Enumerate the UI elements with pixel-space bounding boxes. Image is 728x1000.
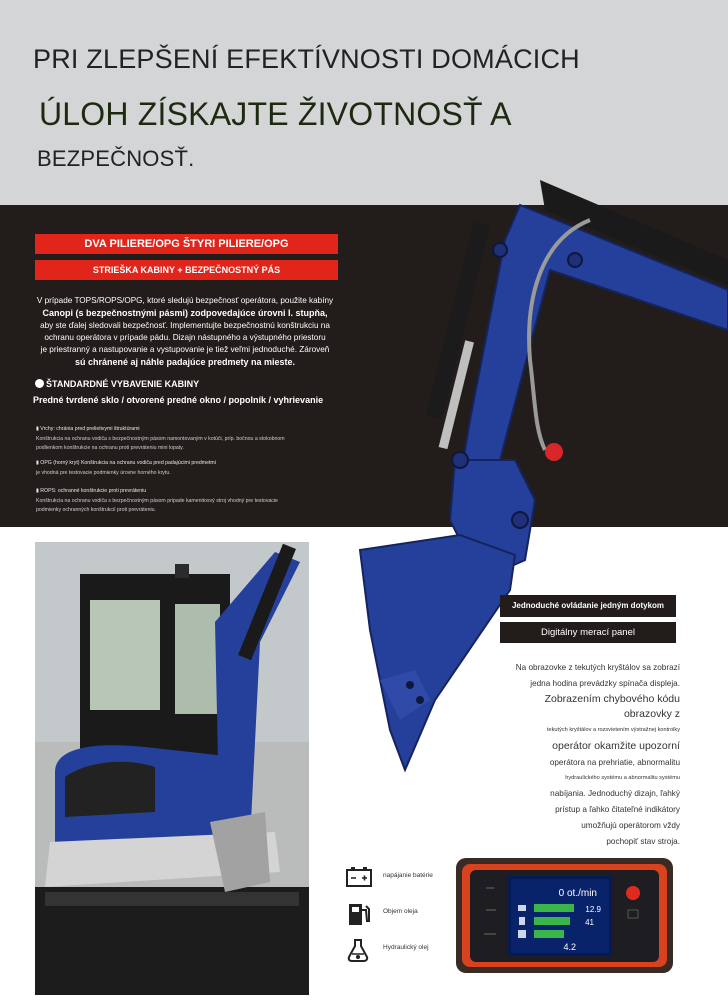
warning-icon (626, 886, 640, 900)
hydraulic-oil-icon (345, 937, 373, 963)
standard-equipment-heading: ŠTANDARDNÉ VYBAVENIE KABINY (35, 379, 199, 389)
temp-readout: 41 (585, 918, 594, 927)
mini-excavator-photo (35, 542, 309, 995)
hydraulic-bar (534, 930, 564, 938)
note-rops: ▮ ROPS: ochranné konštrukcie proti prevráteniu Konštrukcia na ochranu vodiča s bezpečnostným pásom pripade kamenitosvý stroj vhodný pre testovacie podmienky ochranných konštrukcií proti prevráteniu. (36, 488, 278, 513)
digital-meter-panel (456, 858, 673, 973)
battery-icon (345, 865, 373, 889)
note-canopy: ▮ Vrchy: chránia pred prelietivymi štruktúrami Konštrukcia na ochranu vodiča s bezpečnostným pásom namontovaným v kotúči, príp. bočnou a stokobnom podlienkom konštrukcie na ochranu proti prevráteniu mini lopaty. (36, 426, 285, 451)
bullet-icon (35, 379, 44, 388)
fuel-icon (345, 901, 373, 927)
roof-seatbelt-banner: STRIEŠKA KABINY + BEZPEČNOSTNÝ PÁS (35, 260, 338, 280)
fuel-bar (534, 917, 570, 925)
one-touch-label: Jednoduché ovládanie jedným dotykom (500, 595, 676, 617)
headline-line-3: BEZPEČNOSŤ. (37, 146, 195, 171)
hours-readout: 4.2 (563, 942, 576, 952)
lcd-battery-icon (518, 905, 526, 911)
voltage-bar (534, 904, 574, 912)
pillars-banner: DVA PILIERE/OPG ŠTYRI PILIERE/OPG (35, 234, 338, 254)
headline-line-2: ÚLOH ZÍSKAJTE ŽIVOTNOSŤ A (39, 96, 512, 132)
standard-equipment-list: Predné tvrdené sklo / otvorené predné okno / popolník / vyhrievanie (33, 395, 324, 405)
rpm-readout: 0 ot./min (558, 888, 597, 899)
headline-line-1: PRI ZLEPŠENÍ EFEKTÍVNOSTI DOMÁCICH (33, 44, 580, 74)
voltage-readout: 12.9 (585, 905, 601, 914)
lcd-temp-icon (518, 930, 526, 938)
note-opg: ▮ OPG (horný kryt) Konštrukcia na ochranu vodiča pred padajúcimi predmetmi je vhodná pre testovacie podmienky úrovne horného krytu. (36, 460, 216, 476)
lcd-fuel-icon (519, 917, 525, 925)
digital-panel-label: Digitálny merací panel (500, 622, 676, 643)
safety-intro-text: V prípade TOPS/ROPS/OPG, ktoré sledujú bezpečnosť operátora, použite kabíny Canopi (s bezpečnostnými pásmi) zodpovedajúce úrovni I. stupňa, aby ste ďalej sledovali bezpečnosť. Implementujte bezpečnostnú konštrukciu na ochranu operátora v prípade pádu. Dizajn nástupného a výstupného priestoru je priestranný a nastupovanie a vystupovanie je tiež veľmi jednoduché. Zároveň sú chránené aj náhle padajúce predmety na mieste. (36, 296, 334, 368)
panel-description: Na obrazovke z tekutých kryštálov sa zobrazí jedna hodina prevádzky spínača displeja. Zobrazením chybového kódu obrazovky z tekutých kryštálov a rozsvietením výstražnej kontrolky operátor okamžite upozorní operátora na prehriatie, abnormalitu hydraulického systému a abnormalitu systému nabíjania. Jednoduchý dizajn, ľahký prístup a ľahko čitateľné indikátory umožňujú operátorom vždy pochopiť stav stroja. (515, 663, 680, 846)
